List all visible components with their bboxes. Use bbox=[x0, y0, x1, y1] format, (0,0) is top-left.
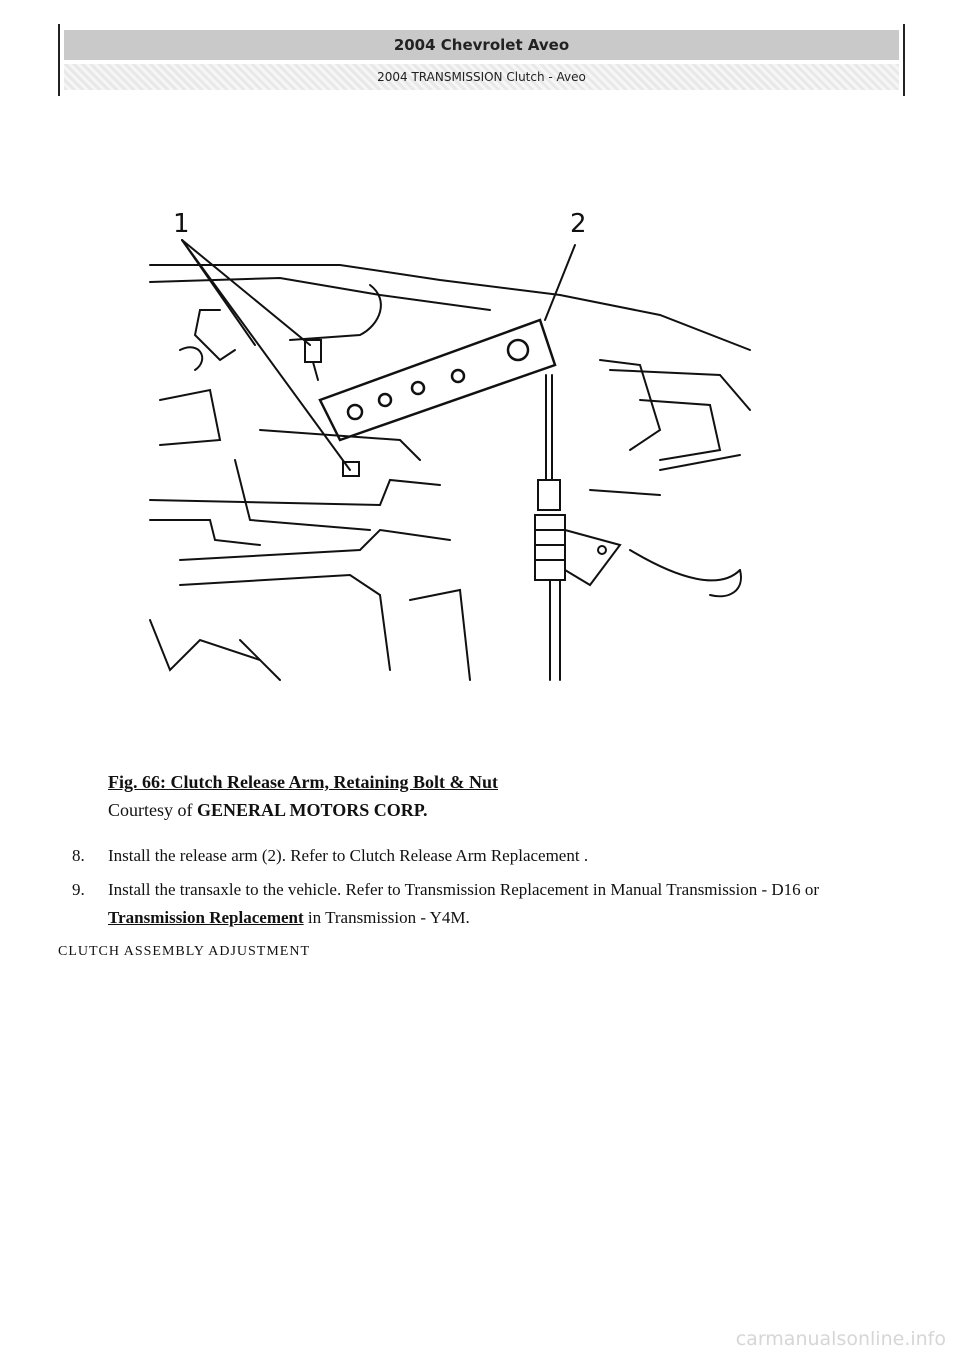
figure-courtesy bbox=[108, 796, 498, 824]
header-right-rule bbox=[903, 24, 905, 96]
release-arm bbox=[320, 320, 555, 440]
step-number: 9. bbox=[72, 880, 85, 899]
watermark: carmanualsonline.info bbox=[735, 1328, 946, 1350]
step-text bbox=[108, 876, 872, 932]
step-text-a: Install the transaxle to the vehicle. Refer to Transmission Replacement in Manual Transmission - D16 or bbox=[108, 880, 820, 899]
step-text-b: in Transmission - Y4M. bbox=[303, 908, 470, 927]
transaxle-housing bbox=[150, 265, 750, 680]
courtesy-prefix: Courtesy of bbox=[108, 800, 197, 820]
callout-2: 2 bbox=[570, 209, 587, 239]
figure-title: Fig. 66: Clutch Release Arm, Retaining Bolt & Nut bbox=[108, 772, 498, 792]
step-text: Install the release arm (2). Refer to Clutch Release Arm Replacement . bbox=[108, 846, 589, 865]
step-number: 8. bbox=[72, 846, 85, 865]
transmission-replacement-link[interactable]: Transmission Replacement bbox=[108, 908, 304, 927]
step-item bbox=[72, 876, 872, 932]
page-header bbox=[58, 24, 905, 96]
retaining-bolt bbox=[305, 340, 321, 380]
clutch-cable bbox=[535, 375, 620, 680]
section-heading: CLUTCH ASSEMBLY ADJUSTMENT bbox=[58, 944, 310, 959]
step-item bbox=[72, 842, 872, 870]
procedure-steps bbox=[72, 842, 872, 938]
courtesy-org: GENERAL MOTORS CORP. bbox=[197, 800, 428, 820]
clutch-release-arm-diagram bbox=[140, 200, 760, 690]
header-left-rule bbox=[58, 24, 60, 96]
figure-caption bbox=[108, 768, 498, 824]
leader-lines bbox=[182, 240, 575, 470]
callout-1: 1 bbox=[173, 209, 190, 239]
header-title: 2004 Chevrolet Aveo bbox=[64, 30, 899, 60]
header-subtitle: 2004 TRANSMISSION Clutch - Aveo bbox=[64, 64, 899, 90]
